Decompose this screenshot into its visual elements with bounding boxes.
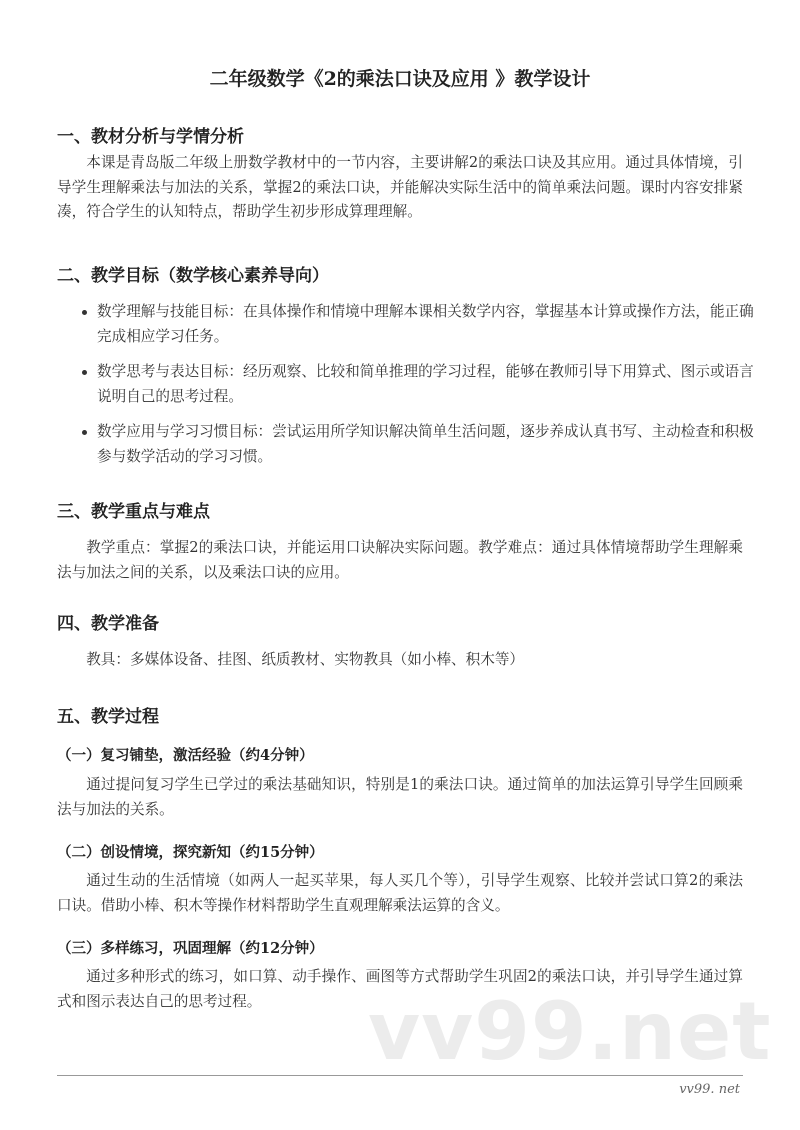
list-item-text: 数学思考与表达目标：经历观察、比较和简单推理的学习过程，能够在教师引导下用算式、图示或语言说明自己的思考过程。 — [97, 363, 754, 405]
step-heading: （二）创设情境，探究新知（约15分钟） — [57, 844, 324, 861]
section-heading: 一、教材分析与学情分析 — [57, 127, 244, 147]
section-heading: 二、教学目标（数学核心素养导向） — [57, 266, 329, 286]
section-paragraph: 教学重点：掌握2的乘法口诀，并能运用口诀解决实际问题。教学难点：通过具体情境帮助学生理解乘法与加法之间的关系，以及乘法口诀的应用。 — [57, 539, 743, 581]
section-heading: 五、教学过程 — [57, 707, 159, 727]
footer-text: vv99. net — [679, 1082, 740, 1097]
section-paragraph: 教具：多媒体设备、挂图、纸质教材、实物教具（如小棒、积木等） — [86, 651, 525, 668]
step-paragraph: 通过多种形式的练习，如口算、动手操作、画图等方式帮助学生巩固2的乘法口诀，并引导学生通过算式和图示表达自己的思考过程。 — [57, 968, 743, 1010]
footer-divider — [57, 1075, 743, 1076]
list-item — [97, 300, 763, 349]
objectives-list — [77, 300, 763, 480]
section-heading: 三、教学重点与难点 — [57, 502, 210, 522]
list-item — [97, 360, 763, 409]
list-item-text: 数学应用与学习习惯目标：尝试运用所学知识解决简单生活问题，逐步养成认真书写、主动检查和积极参与数学活动的学习习惯。 — [97, 423, 754, 465]
section-paragraph: 本课是青岛版二年级上册数学教材中的一节内容，主要讲解2的乘法口诀及其应用。通过具体情境，引导学生理解乘法与加法的关系，掌握2的乘法口诀，并能解决实际生活中的简单乘法问题。课时内容安排紧凑，符合学生的认知特点，帮助学生初步形成算理理解。 — [57, 154, 743, 220]
bullet-icon — [82, 430, 87, 435]
bullet-icon — [82, 310, 87, 315]
section-heading: 四、教学准备 — [57, 614, 159, 634]
list-item — [97, 420, 763, 469]
step-heading: （一）复习铺垫，激活经验（约4分钟） — [57, 747, 314, 764]
step-paragraph: 通过生动的生活情境（如两人一起买苹果，每人买几个等），引导学生观察、比较并尝试口算2的乘法口诀。借助小棒、积木等操作材料帮助学生直观理解乘法运算的含义。 — [57, 872, 743, 914]
step-paragraph: 通过提问复习学生已学过的乘法基础知识，特别是1的乘法口诀。通过简单的加法运算引导学生回顾乘法与加法的关系。 — [57, 776, 743, 818]
bullet-icon — [82, 370, 87, 375]
step-heading: （三）多样练习，巩固理解（约12分钟） — [57, 940, 324, 957]
page-title: 二年级数学《2的乘法口诀及应用 》教学设计 — [209, 68, 591, 90]
watermark: vv99.net — [368, 985, 772, 1078]
list-item-text: 数学理解与技能目标：在具体操作和情境中理解本课相关数学内容，掌握基本计算或操作方法，能正确完成相应学习任务。 — [97, 303, 754, 345]
